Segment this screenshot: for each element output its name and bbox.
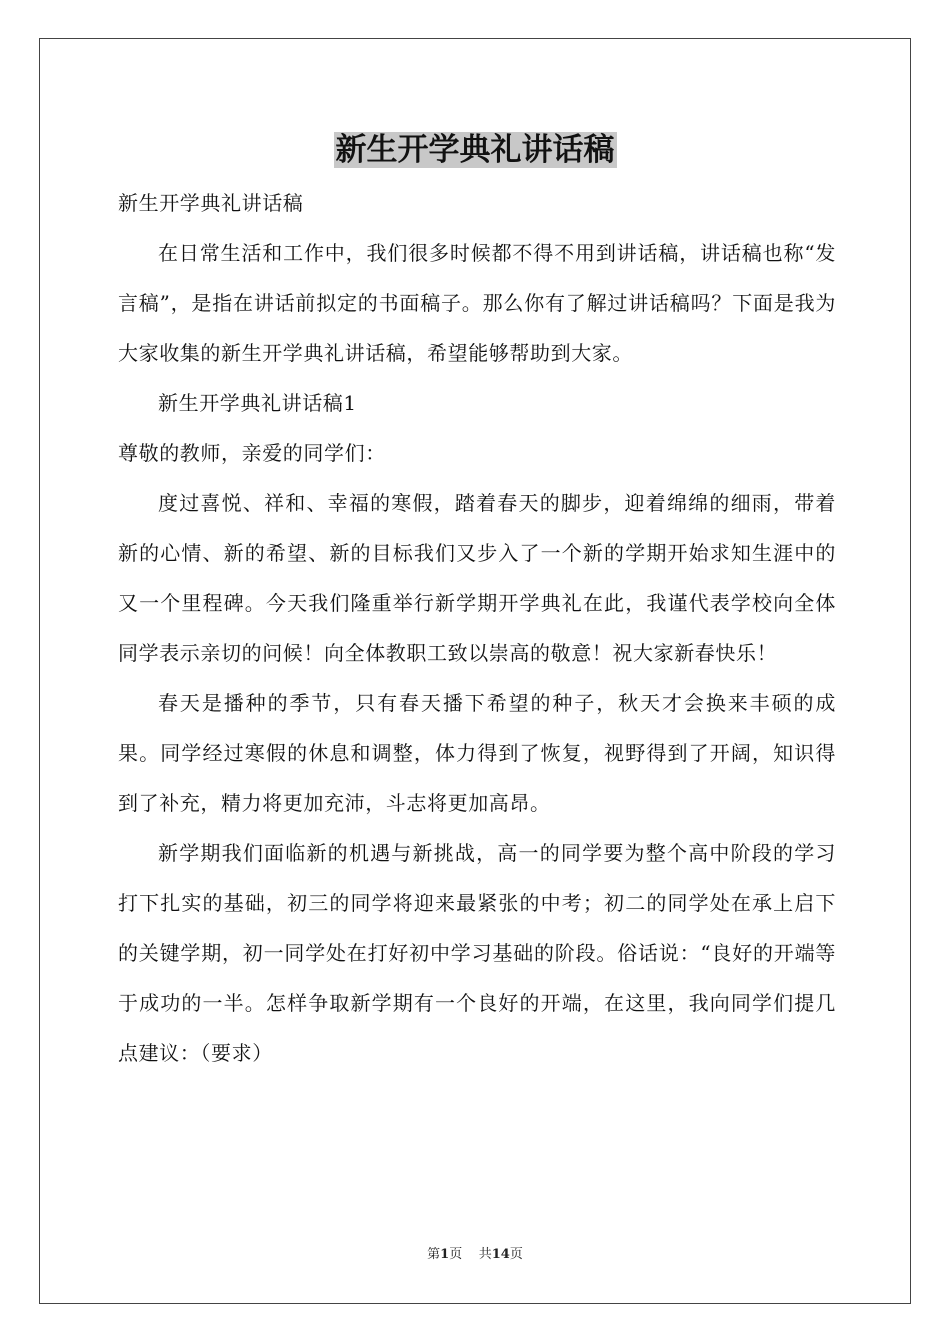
- salutation-paragraph: 尊敬的教师，亲爱的同学们：: [118, 441, 386, 465]
- page-suffix: 页: [449, 1247, 463, 1262]
- intro-paragraph: 在日常生活和工作中，我们很多时候都不得不用到讲话稿，讲话稿也称“发言稿”，是指在讲话前拟定的书面稿子。那么你有了解过讲话稿吗？下面是我为大家收集的新生开学典礼讲话稿，希望能够帮助到大家。: [118, 241, 836, 365]
- section-heading: 新生开学典礼讲话稿1: [158, 391, 357, 415]
- document-body: [118, 178, 836, 1078]
- total-suffix: 页: [509, 1247, 523, 1262]
- page-number: 1: [440, 1247, 450, 1262]
- total-prefix: 共: [478, 1247, 492, 1262]
- page-prefix: 第: [427, 1247, 441, 1262]
- body-paragraph: 新学期我们面临新的机遇与新挑战，高一的同学要为整个高中阶段的学习打下扎实的基础，初三的同学将迎来最紧张的中考；初二的同学处在承上启下的关键学期，初一同学处在打好初中学习基础的阶段。俗话说：“良好的开端等于成功的一半。怎样争取新学期有一个良好的开端，在这里，我向同学们提几点建议：（要求）: [118, 841, 836, 1065]
- body-paragraph: 度过喜悦、祥和、幸福的寒假，踏着春天的脚步，迎着绵绵的细雨，带着新的心情、新的希望、新的目标我们又步入了一个新的学期开始求知生涯中的又一个里程碑。今天我们隆重举行新学期开学典礼在此，我谨代表学校向全体同学表示亲切的问候！向全体教职工致以崇高的敬意！祝大家新春快乐！: [118, 491, 836, 665]
- page-footer: [0, 1245, 950, 1265]
- document-title: [0, 128, 950, 172]
- document-title-text: 新生开学典礼讲话稿: [335, 132, 615, 168]
- total-pages: 14: [491, 1247, 510, 1262]
- body-paragraph: 春天是播种的季节，只有春天播下希望的种子，秋天才会换来丰硕的成果。同学经过寒假的休息和调整，体力得到了恢复，视野得到了开阔，知识得到了补充，精力将更加充沛，斗志将更加高昂。: [118, 691, 836, 815]
- subtitle-paragraph: 新生开学典礼讲话稿: [118, 191, 304, 215]
